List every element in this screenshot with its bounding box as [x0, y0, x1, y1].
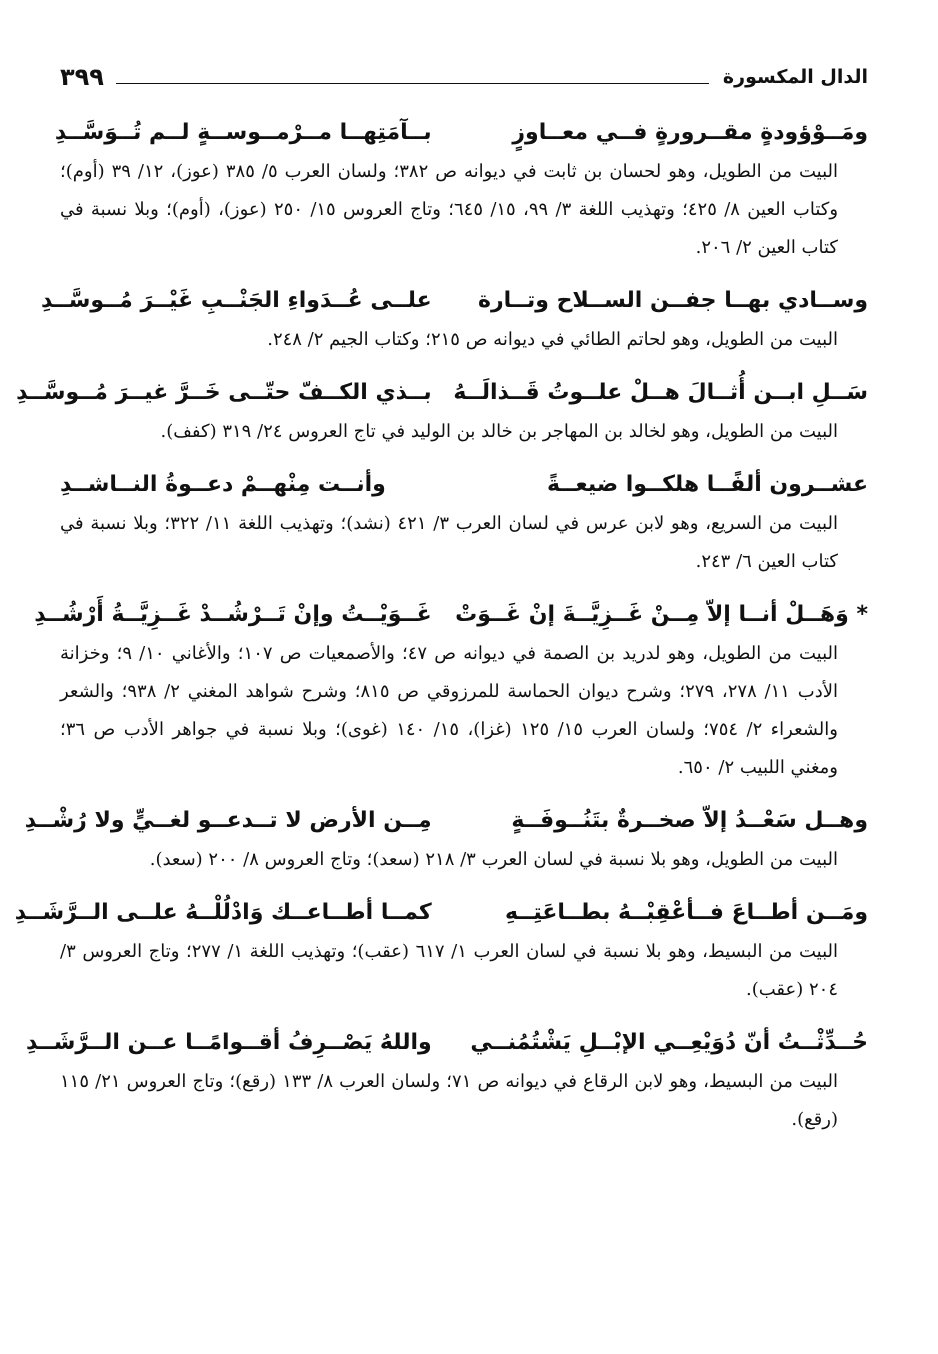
first-hemistich: حُــدِّثْــتُ أنّ دُوَيْعِــي الإبْــلِ يَشْتُمُنــي	[470, 1030, 868, 1055]
verse-entry	[16, 373, 868, 451]
commentary-text: البيت من الطويل، وهو بلا نسبة في لسان العرب ٣/ ٢١٨ (سعد)؛ وتاج العروس ٨/ ٢٠٠ (سعد).	[149, 849, 838, 870]
second-hemistich: بــذي الكــفّ حتّــى خَــرَّ غيــرَ مُــوسَّــدِ	[16, 380, 432, 405]
verse-commentary	[60, 321, 868, 359]
commentary-text: البيت من البسيط، وهو بلا نسبة في لسان العرب ١/ ٦١٧ (عقب)؛ وتهذيب اللغة ١/ ٢٧٧؛ وتاج العروس ٣/ ٢٠٤ (عقب).	[60, 941, 838, 1000]
verse-line	[54, 113, 868, 153]
page	[14, 55, 868, 1139]
verse-line	[26, 1023, 868, 1063]
second-hemistich: مِــن الأرض لا تــدعــو لغــيٍّ ولا رُشْــدِ	[24, 808, 432, 833]
verse-entry	[26, 1023, 868, 1139]
verse-entry	[54, 113, 868, 267]
verse-commentary	[60, 153, 868, 267]
first-hemistich: ومَــن أطــاعَ فــأعْقِبْــهُ بطــاعَتِــهِ	[504, 900, 868, 925]
first-hemistich: عشــرون ألفًــا هلكــوا ضيعــةً	[547, 472, 868, 497]
running-header	[60, 55, 868, 99]
verse-commentary	[60, 635, 868, 787]
commentary-text: البيت من الطويل، وهو لحاتم الطائي في ديوانه ص ٢١٥؛ وكتاب الجيم ٢/ ٢٤٨.	[267, 329, 838, 350]
verse-commentary	[60, 841, 868, 879]
second-hemistich: بــآمَتِهــا مــرْمــوســةٍ لــم تُــوَسَّــدِ	[54, 120, 432, 145]
commentary-text: البيت من الطويل، وهو لحسان بن ثابت في ديوانه ص ٣٨٢؛ ولسان العرب ٥/ ٣٨٥ (عوز)، ١٢/ ٣٩ (أوم)؛ وكتاب العين ٨/ ٤٢٥؛ وتهذيب اللغة ٣/ ٩٩، ١٥/ ٦٤٥؛ وتاج العروس ١٥/ ٢٥٠ (عوز)، (أوم)؛ وبلا نسبة في كتاب العين ٢/ ٢٠٦.	[60, 161, 839, 258]
first-hemistich: وهــل سَعْــدُ إلاّ صخــرةٌ بتَنُــوفَــةٍ	[511, 808, 868, 833]
first-hemistich: ومَــوْؤودةٍ مقــرورةٍ فــي معــاوزٍ	[512, 120, 868, 145]
verse-line	[40, 281, 868, 321]
page-number: ٣٩٩	[60, 63, 104, 91]
entries-list	[14, 113, 868, 1139]
second-hemistich: علــى عُــدَواءِ الجَنْــبِ غَيْــرَ مُــوسَّــدِ	[40, 288, 432, 313]
first-hemistich: * وَهَــلْ أنــا إلاّ مِــنْ غَــزِيَّــةَ إنْ غَــوَتْ	[455, 602, 868, 627]
verse-commentary	[60, 505, 868, 581]
header-rule	[116, 83, 709, 84]
verse-entry	[60, 465, 868, 581]
commentary-text: البيت من الطويل، وهو لخالد بن المهاجر بن خالد بن الوليد في تاج العروس ٢٤/ ٣١٩ (كفف).	[160, 421, 838, 442]
verse-line	[60, 465, 868, 505]
verse-commentary	[60, 413, 868, 451]
commentary-text: البيت من السريع، وهو لابن عرس في لسان العرب ٣/ ٤٢١ (نشد)؛ وتهذيب اللغة ١١/ ٣٢٢؛ وبلا نسبة في كتاب العين ٦/ ٢٤٣.	[60, 513, 838, 572]
first-hemistich: سَــلِ ابــن أُثــالَ هــلْ علــوتُ قَــذالَــهُ	[453, 380, 868, 405]
verse-entry	[24, 801, 868, 879]
verse-line	[34, 595, 868, 635]
commentary-text: البيت من البسيط، وهو لابن الرقاع في ديوانه ص ٧١؛ ولسان العرب ٨/ ١٣٣ (رقع)؛ وتاج العروس ٢١/ ١١٥ (رقع).	[60, 1071, 838, 1130]
verse-commentary	[60, 933, 868, 1009]
verse-line	[16, 373, 868, 413]
verse-line	[14, 893, 868, 933]
second-hemistich: غَــوَيْــتُ وإنْ تَــرْشُــدْ غَــزِيَّــةُ أَرْشُــدِ	[34, 602, 432, 627]
first-hemistich: وســادي بهــا جفــن الســلاح وتــارة	[478, 288, 868, 313]
commentary-text: البيت من الطويل، وهو لدريد بن الصمة في ديوانه ص ٤٧؛ والأصمعيات ص ١٠٧؛ والأغاني ١٠/ ٩؛ وخزانة الأدب ١١/ ٢٧٨، ٢٧٩؛ وشرح ديوان الحماسة للمرزوقي ص ٨١٥؛ وشرح شواهد المغني ٢/ ٩٣٨؛ والشعر والشعراء ٢/ ٧٥٤؛ ولسان العرب ١٥/ ١٢٥ (غزا)، ١٥/ ١٤٠ (غوى)؛ وبلا نسبة في جواهر الأدب ص ٣٦؛ ومغني اللبيب ٢/ ٦٥٠.	[60, 643, 838, 778]
verse-entry	[34, 595, 868, 787]
second-hemistich: واللهُ يَصْــرِفُ أقــوامًــا عــن الــرَّشَــدِ	[26, 1030, 432, 1055]
chapter-title: الدال المكسورة	[722, 66, 868, 88]
verse-commentary	[60, 1063, 868, 1139]
verse-entry	[40, 281, 868, 359]
verse-line	[24, 801, 868, 841]
verse-entry	[14, 893, 868, 1009]
second-hemistich: كمــا أطــاعــك وَادْلُلْــهُ علــى الــرَّشَــدِ	[14, 900, 432, 925]
second-hemistich: وأنــت مِنْهــمْ دعــوةُ النــاشــدِ	[60, 472, 386, 497]
